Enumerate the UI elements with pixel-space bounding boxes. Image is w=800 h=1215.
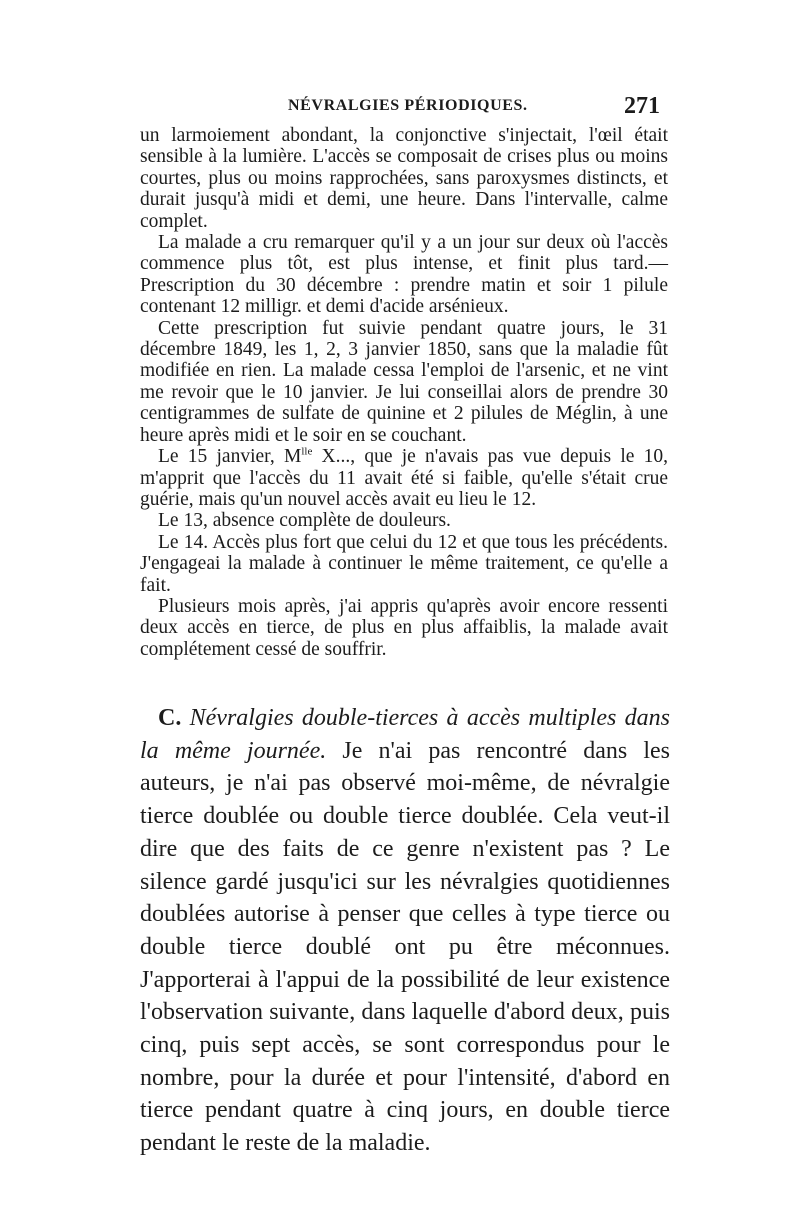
paragraph: La malade a cru remarquer qu'il y a un jour sur deux où l'accès commence plus tôt, est plus intense, et finit plus tard.— Prescription du 30 décembre : prendre matin et soir 1 pilule contenant 12 milligr. et demi d'acide arsénieux.: [140, 232, 668, 318]
paragraph: Le 14. Accès plus fort que celui du 12 et que tous les précédents. J'engageai la malade à continuer le même traitement, ce qu'elle a fait.: [140, 531, 668, 596]
running-title: NÉVRALGIES PÉRIODIQUES.: [288, 97, 528, 114]
paragraph: Plusieurs mois après, j'ai appris qu'après avoir encore ressenti deux accès en tierce, de plus en plus affaiblis, la malade avait complétement cessé de souffrir.: [140, 595, 668, 660]
section-c: [140, 702, 670, 1160]
paragraph: un larmoiement abondant, la conjonctive s'injectait, l'œil était sensible à la lumière. L'accès se composait de crises plus ou moins courtes, plus ou moins rapprochées, sans paroxysmes distincts, et durait jusqu'à midi et demi, une heure. Dans l'intervalle, calme complet.: [140, 125, 668, 232]
text-run: X..., que je n'avais pas vue depuis le 10, m'apprit que l'accès du 11 avait été si faible, qu'elle s'était crue guérie, mais qu'un nouvel accès avait eu lieu le 12.: [140, 446, 669, 510]
paragraph: Le 13, absence complète de douleurs.: [158, 510, 451, 532]
section-mark: C.: [158, 705, 182, 731]
paragraph: Cette prescription fut suivie pendant quatre jours, le 31 décembre 1849, les 1, 2, 3 janvier 1850, sans que la maladie fût modifiée en rien. La malade cessa l'emploi de l'arsenic, et ne vint me revoir que le 10 janvier. Je lui conseillai alors de prendre 30 centigrammes de sulfate de quinine et 2 pilules de Méglin, à une heure après midi et le soir en se couchant.: [140, 317, 668, 446]
section-body: Je n'ai pas rencontré dans les auteurs, je n'ai pas observé moi-même, de névralgie tierce doublée ou double tierce doublée. Cela veut-il dire que des faits de ce genre n'existent pas ? Le silence gardé jusqu'ici sur les névralgies quotidiennes doublées autorise à penser que celles à type tierce ou double tierce doublé ont pu être méconnues. J'apporterai à l'appui de la possibilité de leur existence l'observation suivante, dans laquelle d'abord deux, puis cinq, puis sept accès, se sont correspondus pour le nombre, pour la durée et pour l'intensité, d'abord en tierce pendant quatre à cinq jours, en double tierce pendant le reste de la maladie.: [140, 737, 671, 1157]
text-run: Le 15 janvier, M: [158, 446, 302, 468]
section-title: Névralgies double-tierces à accès multiples dans la même journée.: [140, 705, 670, 764]
superscript: lle: [301, 445, 313, 458]
page-number: 271: [624, 93, 660, 119]
section-paragraph: [140, 702, 670, 1160]
paragraph-jan-15: [140, 446, 668, 510]
case-report-text: [140, 125, 668, 660]
page-header: [140, 93, 660, 123]
